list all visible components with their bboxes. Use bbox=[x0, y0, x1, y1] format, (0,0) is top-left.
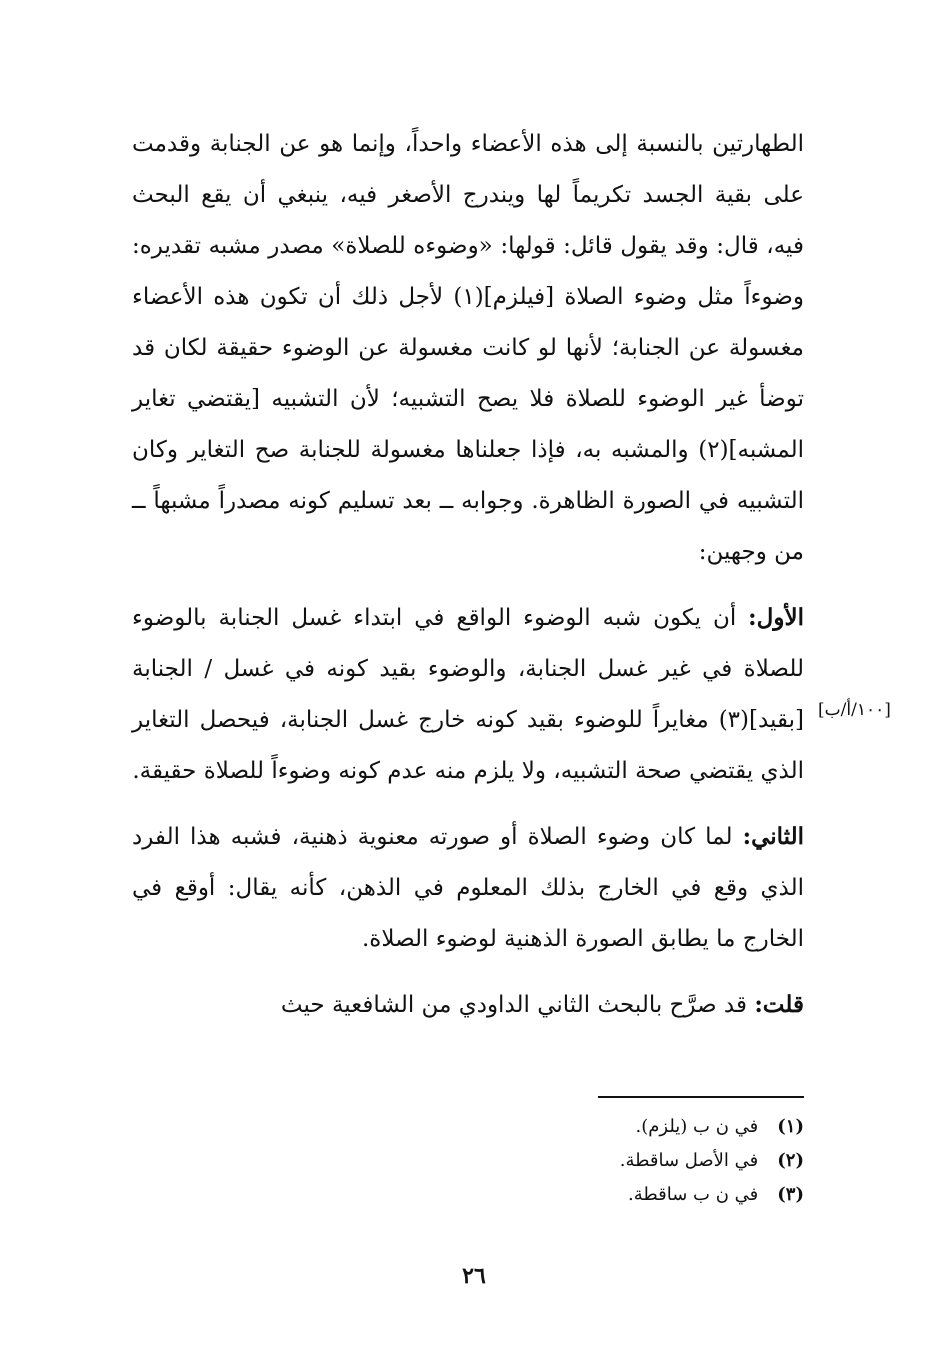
paragraph-lead: الثاني: bbox=[742, 823, 804, 850]
footnote-text: في ن ب (يلزم). bbox=[635, 1116, 759, 1137]
footnote-text: في الأصل ساقطة. bbox=[619, 1150, 759, 1171]
footnote-text: في ن ب ساقطة. bbox=[628, 1184, 759, 1205]
paragraph-2 bbox=[132, 592, 804, 797]
footnote-item bbox=[400, 1144, 804, 1178]
paragraph-lead: الأول: bbox=[748, 604, 804, 631]
paragraph-3 bbox=[132, 811, 804, 965]
footnote-item bbox=[400, 1110, 804, 1144]
paragraph-lead: قلت: bbox=[754, 991, 804, 1018]
footnote-divider bbox=[598, 1096, 804, 1098]
paragraph-text: قد صرَّح بالبحث الثاني الداودي من الشافعية حيث bbox=[280, 992, 755, 1018]
paragraph-text: الطهارتين بالنسبة إلى هذه الأعضاء واحداً، وإنما هو عن الجنابة وقدمت على بقية الجسد تكريماً لها ويندرج الأصغر فيه، ينبغي أن يقع البحث فيه، قال: وقد يقول قائل: قولها: «وضوءه للصلاة» مصدر مشبه تقديره: وضوءاً مثل وضوء الصلاة [فيلزم](١) لأجل ذلك أن تكون هذه الأعضاء مغسولة عن الجنابة؛ لأنها لو كانت مغسولة عن الوضوء حقيقة لكان قد توضأ غير الوضوء للصلاة فلا يصح التشبيه؛ لأن التشبيه [يقتضي تغاير المشبه](٢) والمشبه به، فإذا جعلناها مغسولة للجنابة صح التغاير وكان التشبيه في الصورة الظاهرة. وجوابه ــ بعد تسليم كونه مصدراً مشبهاً ــ من وجهين: bbox=[132, 131, 804, 565]
manuscript-folio-note: [١٠٠/أ/ب] bbox=[818, 700, 891, 720]
footnotes bbox=[400, 1110, 804, 1212]
paragraph-text: أن يكون شبه الوضوء الواقع في ابتداء غسل الجنابة بالوضوء للصلاة في غير غسل الجنابة، والوضوء بقيد كونه في غسل / الجنابة [بقيد](٣) مغايراً للوضوء بقيد كونه خارج غسل الجنابة، فيحصل التغاير الذي يقتضي صحة التشبيه، ولا يلزم منه عدم كونه وضوءاً للصلاة حقيقة. bbox=[132, 605, 804, 784]
footnote-number: (١) bbox=[777, 1116, 804, 1137]
page-number: ٢٦ bbox=[462, 1263, 486, 1289]
footnote-number: (٣) bbox=[777, 1184, 804, 1205]
footnote-number: (٢) bbox=[777, 1150, 804, 1171]
paragraph-4 bbox=[132, 979, 804, 1031]
paragraph-1 bbox=[132, 118, 804, 578]
footnote-item bbox=[400, 1178, 804, 1212]
main-text bbox=[132, 118, 804, 1031]
paragraph-text: لما كان وضوء الصلاة أو صورته معنوية ذهنية، فشبه هذا الفرد الذي وقع في الخارج بذلك المعلوم في الذهن، كأنه يقال: أوقع في الخارج ما يطابق الصورة الذهنية لوضوء الصلاة. bbox=[132, 824, 804, 952]
